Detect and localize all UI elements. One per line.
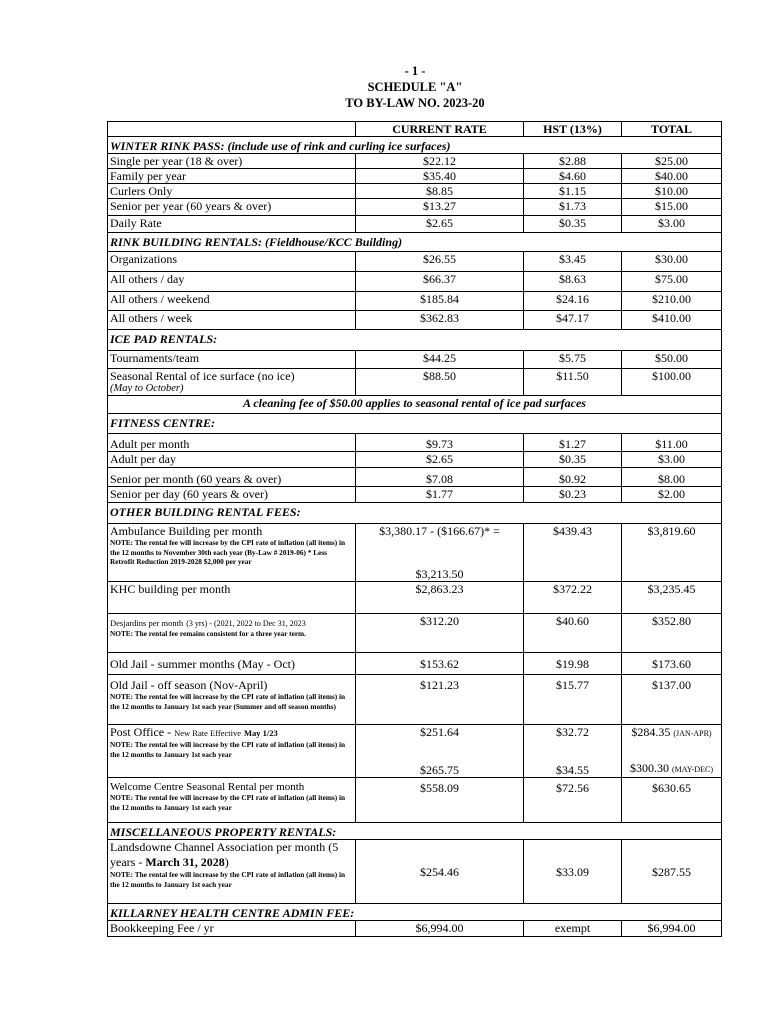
item-label: Single per year (18 & over) (108, 154, 356, 169)
total-value: $25.00 (622, 154, 722, 169)
total-value: $3.00 (622, 216, 722, 233)
rate-value: $312.20 (356, 614, 524, 653)
total-value: $11.00 (622, 434, 722, 452)
hst-value: $5.75 (524, 351, 622, 369)
rate-value: $2,863.23 (356, 582, 524, 614)
item-label: Tournaments/team (108, 351, 356, 369)
hst-value: $4.60 (524, 169, 622, 184)
total-value: $630.65 (622, 778, 722, 823)
hst-value: $1.15 (524, 184, 622, 199)
item-cell (108, 675, 356, 725)
hst-value: $0.23 (524, 487, 622, 503)
section-other-building (108, 503, 722, 524)
item-sublabel: (May to October) (110, 383, 184, 394)
section-heading: MISCELLANEOUS PROPERTY RENTALS: (108, 823, 722, 840)
total-value (624, 725, 719, 741)
rate-value: $35.40 (356, 169, 524, 184)
total-value: $210.00 (622, 292, 722, 311)
table-row (108, 452, 722, 468)
hst-value: $372.22 (524, 582, 622, 614)
column-header-item (108, 122, 356, 137)
rate-value: $251.64 (420, 725, 459, 739)
table-row (108, 614, 722, 653)
cleaning-fee-row (108, 396, 722, 414)
total-value: $352.80 (622, 614, 722, 653)
schedule-title: SCHEDULE "A" (367, 80, 463, 94)
hst-value: $19.98 (524, 653, 622, 675)
hst-value: $72.56 (524, 778, 622, 823)
item-cell (108, 840, 356, 904)
total-period: (JAN-APR) (673, 729, 712, 738)
hst-value: $1.27 (524, 434, 622, 452)
hst-value: exempt (524, 921, 622, 937)
section-heading: RINK BUILDING RENTALS: (Fieldhouse/KCC Building) (108, 233, 722, 252)
item-label: Senior per day (60 years & over) (108, 487, 356, 503)
table-row (108, 725, 722, 778)
total-value: $15.00 (622, 199, 722, 216)
item-label: Family per year (108, 169, 356, 184)
item-cell (108, 725, 356, 778)
total-value: $2.00 (622, 487, 722, 503)
total-value: $8.00 (622, 468, 722, 487)
total-period: (MAY-DEC) (671, 765, 714, 774)
fee-schedule-table (107, 121, 722, 937)
total-value: $137.00 (622, 675, 722, 725)
hst-value: $8.63 (524, 272, 622, 292)
hst-cell (524, 725, 622, 778)
table-row (108, 199, 722, 216)
section-ice-pad (108, 330, 722, 351)
total-cell (622, 725, 722, 778)
item-label: Ambulance Building per month (110, 524, 263, 538)
item-label: Senior per year (60 years & over) (108, 199, 356, 216)
rate-value-new: $265.75 (420, 763, 459, 777)
item-note: NOTE: The rental fee will increase by the CPI rate of inflation (all items) in the 12 months to January 1st each year (Summer and off season months) (110, 692, 346, 711)
rate-value: $153.62 (356, 653, 524, 675)
item-label (110, 840, 353, 870)
section-health-centre (108, 904, 722, 921)
page-number: - 1 - (404, 64, 426, 78)
item-label: Old Jail - off season (Nov-April) (110, 678, 268, 692)
section-heading: ICE PAD RENTALS: (108, 330, 722, 351)
table-row (108, 921, 722, 937)
item-label: Bookkeeping Fee / yr (108, 921, 356, 937)
item-note: NOTE: The rental fee remains consistent for a three year term. (110, 629, 306, 638)
item-label-date: May 1/23 (243, 728, 278, 738)
item-label (110, 617, 353, 629)
item-label: Curlers Only (108, 184, 356, 199)
hst-value: $32.72 (556, 725, 589, 739)
bylaw-subtitle: TO BY-LAW NO. 2023-20 (345, 96, 485, 110)
section-heading: OTHER BUILDING RENTAL FEES: (108, 503, 722, 524)
hst-value: $33.09 (524, 840, 622, 904)
rate-value: $3,380.17 - ($166.67)* = (379, 524, 500, 538)
table-row (108, 369, 722, 396)
rate-value: $44.25 (356, 351, 524, 369)
rate-value: $22.12 (356, 154, 524, 169)
total-value: $40.00 (622, 169, 722, 184)
table-row (108, 582, 722, 614)
item-cell (108, 778, 356, 823)
item-note: NOTE: The rental fee will increase by the CPI rate of inflation (all items) in the 12 months to January 1st each year (110, 870, 346, 889)
total-value: $410.00 (622, 311, 722, 330)
hst-value: $47.17 (524, 311, 622, 330)
item-label: Adult per day (108, 452, 356, 468)
table-row (108, 778, 722, 823)
hst-value: $11.50 (524, 369, 622, 396)
total-value: $3.00 (622, 452, 722, 468)
section-fitness (108, 414, 722, 434)
total-value: $30.00 (622, 252, 722, 272)
total-value: $10.00 (622, 184, 722, 199)
item-label: Senior per month (60 years & over) (108, 468, 356, 487)
total-value: $6,994.00 (622, 921, 722, 937)
item-label-end: ) (224, 855, 229, 869)
rate-value: $185.84 (356, 292, 524, 311)
hst-value: $3.45 (524, 252, 622, 272)
total-value: $3,819.60 (622, 524, 722, 582)
table-row (108, 468, 722, 487)
hst-value: $2.88 (524, 154, 622, 169)
item-label: KHC building per month (108, 582, 356, 614)
rate-cell (356, 725, 524, 778)
item-label: Daily Rate (108, 216, 356, 233)
rate-value: $254.46 (356, 840, 524, 904)
total-value: $75.00 (622, 272, 722, 292)
total-amount: $300.30 (629, 761, 669, 775)
section-heading: WINTER RINK PASS: (include use of rink and curling ice surfaces) (108, 137, 722, 154)
rate-value: $66.37 (356, 272, 524, 292)
item-label-main: Landsdowne Channel Association per month (5 years - (110, 840, 339, 869)
total-amount: $284.35 (631, 725, 671, 739)
rate-value: $8.85 (356, 184, 524, 199)
rate-value: $121.23 (356, 675, 524, 725)
table-row (108, 184, 722, 199)
table-row (108, 216, 722, 233)
hst-value: $1.73 (524, 199, 622, 216)
total-value: $173.60 (622, 653, 722, 675)
table-row (108, 653, 722, 675)
item-label: All others / day (108, 272, 356, 292)
item-label (110, 725, 353, 740)
item-label-date: March 31, 2028 (145, 855, 225, 869)
column-header-total: TOTAL (622, 122, 722, 137)
hst-value: $0.35 (524, 452, 622, 468)
hst-value: $0.92 (524, 468, 622, 487)
column-header-hst: HST (13%) (524, 122, 622, 137)
rate-value: $9.73 (356, 434, 524, 452)
total-value: $287.55 (622, 840, 722, 904)
item-label: Adult per month (108, 434, 356, 452)
hst-value: $0.35 (524, 216, 622, 233)
rate-cell (356, 524, 524, 582)
total-value: $3,235.45 (622, 582, 722, 614)
cleaning-fee-note: A cleaning fee of $50.00 applies to seasonal rental of ice pad surfaces (108, 396, 722, 414)
rate-value: $558.09 (356, 778, 524, 823)
table-row (108, 311, 722, 330)
total-value-new (622, 761, 721, 777)
item-label: Seasonal Rental of ice surface (no ice) (110, 369, 295, 383)
hst-value: $24.16 (524, 292, 622, 311)
total-value: $100.00 (622, 369, 722, 396)
table-row (108, 524, 722, 582)
column-header-rate: CURRENT RATE (356, 122, 524, 137)
item-label: All others / weekend (108, 292, 356, 311)
item-label-main: Desjardins per month (110, 618, 184, 628)
rate-value: $6,994.00 (356, 921, 524, 937)
item-label: Welcome Centre Seasonal Rental per month (110, 781, 305, 793)
rate-value-net: $3,213.50 (415, 567, 464, 581)
table-row (108, 840, 722, 904)
total-value: $50.00 (622, 351, 722, 369)
item-note: NOTE: The rental fee will increase by the CPI rate of inflation (all items) in the 12 months to January 1st each year (110, 793, 346, 812)
table-row (108, 272, 722, 292)
section-misc-property (108, 823, 722, 840)
rate-value: $362.83 (356, 311, 524, 330)
rate-value: $2.65 (356, 452, 524, 468)
table-row (108, 154, 722, 169)
item-label: Old Jail - summer months (May - Oct) (108, 653, 356, 675)
hst-value: $15.77 (524, 675, 622, 725)
rate-value: $7.08 (356, 468, 524, 487)
item-label-main: Post Office - (110, 725, 175, 739)
rate-value: $13.27 (356, 199, 524, 216)
item-cell (108, 614, 356, 653)
item-note: NOTE: The rental fee will increase by the CPI rate of inflation (all items) in the 12 months to January 1st each year (110, 740, 346, 759)
table-row (108, 292, 722, 311)
item-label-detail: (3 yrs) - (2021, 2022 to Dec 31, 2023 (186, 619, 306, 628)
item-note: NOTE: The rental fee will increase by the CPI rate of inflation (all items) in the 12 months to November 30th each year (By-Law # 2019-06) * Less Retrofit Reduction 2019-2028 $2,000 per year (110, 538, 346, 566)
section-heading: KILLARNEY HEALTH CENTRE ADMIN FEE: (108, 904, 722, 921)
table-row (108, 487, 722, 503)
hst-value-new: $34.55 (556, 763, 589, 777)
rate-value: $2.65 (356, 216, 524, 233)
item-cell (108, 369, 356, 396)
column-header-row (108, 122, 722, 137)
table-row (108, 675, 722, 725)
item-label: Organizations (108, 252, 356, 272)
section-rink-building (108, 233, 722, 252)
hst-value: $439.43 (524, 524, 622, 582)
item-cell (108, 524, 356, 582)
table-row (108, 169, 722, 184)
section-heading: FITNESS CENTRE: (108, 414, 722, 434)
rate-value: $88.50 (356, 369, 524, 396)
item-label: All others / week (108, 311, 356, 330)
section-winter-rink (108, 137, 722, 154)
table-row (108, 351, 722, 369)
table-row (108, 434, 722, 452)
table-row (108, 252, 722, 272)
rate-value: $1.77 (356, 487, 524, 503)
hst-value: $40.60 (524, 614, 622, 653)
rate-value: $26.55 (356, 252, 524, 272)
item-label-detail: New Rate Effective (174, 728, 241, 738)
